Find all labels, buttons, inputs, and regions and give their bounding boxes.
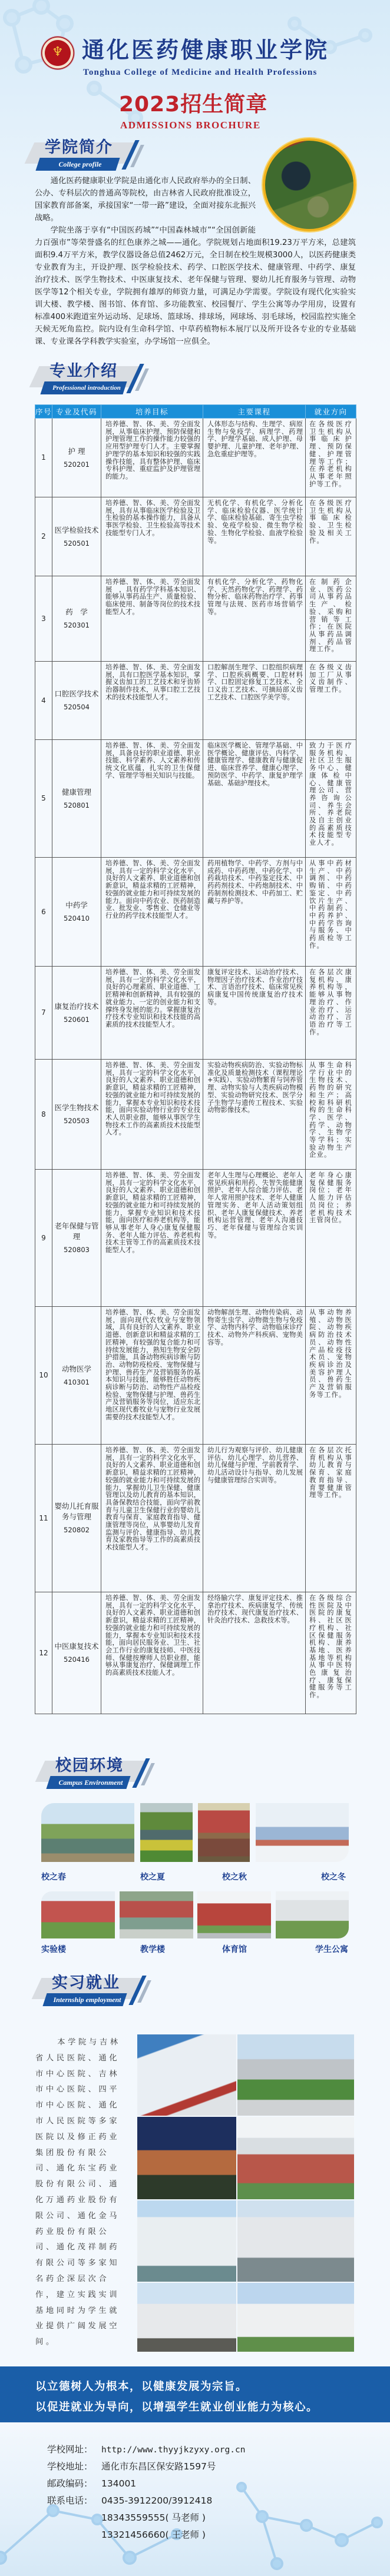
cell-major — [52, 419, 101, 497]
campus-photo-autumn — [198, 1803, 250, 1862]
cell-courses: 有机化学、分析化学、药物化学、天然药物化学、药理学、药物分析、临床药物治疗学、药事管理与法规、医药市场营销学等。 — [203, 576, 306, 662]
cell-major — [52, 858, 101, 967]
cell-no: 12 — [35, 1592, 52, 1714]
table-row — [35, 1170, 356, 1307]
campus-photo-dormitory — [276, 1891, 349, 1938]
column-header-jobs: 就业方向 — [306, 405, 356, 419]
major-code: 520601 — [64, 1015, 90, 1024]
partner-photo-hospital-night — [137, 2117, 236, 2199]
cell-major — [52, 967, 101, 1060]
campus-photo-spring — [41, 1803, 134, 1862]
section-title-en: Professional introduction — [52, 384, 121, 391]
cell-major — [52, 1307, 101, 1445]
cell-courses: 无机化学、有机化学、分析化学、临床检验仪器、医学统计学、临床检验基础、寄生虫学检验、免疫学检验、微生物学检验、生物化学检验、血液学检验等。 — [203, 497, 306, 576]
cell-courses: 康复评定技术、运动治疗技术、物理因子治疗技术、作业治疗技术、言语治疗技术、临床常见疾病康复中国传统康复治疗技术等。 — [203, 967, 306, 1060]
cell-major — [52, 497, 101, 576]
contact-phone — [47, 2511, 206, 2525]
partner-photo-peoples-hospital — [137, 2200, 236, 2282]
cell-courses: 动物解剖生理、动物传染病、动物寄生虫学、动物微生物与免疫学、动物内科学、动物临床诊疗技术、动物外产科疾病、宠物美容等。 — [203, 1307, 306, 1445]
table-row — [35, 1445, 356, 1592]
major-code: 520503 — [64, 1117, 90, 1125]
cell-goal: 培养德、智、体、美、劳全面发展，面向现代农牧业与宠物领域，具有良好的人文素养、职业道德、创新意识和精益求精的工匠精神，有较强的复合能力和可持续发展能力，熟知生物安全防护措施，具备动物疾病诊断与防治、动物防疫检疫、宠物保健与护理、兽药生产及营销服务的基本知识与技能，能够胜任动物疾病诊断与防治、动物性产品检疫检验、宠物保健与护理、兽药生产及营销服务等岗位，适应东北地区现代畜牧业与宠物行业发展需要的技术技能型人才。 — [101, 1307, 203, 1445]
torch-icon: ♆ — [52, 45, 64, 59]
cell-major — [52, 1445, 101, 1592]
partner-photo-central-hospital — [237, 2117, 354, 2199]
cell-no: 4 — [35, 662, 52, 740]
table-row — [35, 740, 356, 858]
phone-value: 0435-3912200/3912418 — [101, 2495, 213, 2506]
campus-aerial-photo — [263, 138, 356, 231]
major-code: 520801 — [64, 801, 90, 809]
campus-caption: 实验楼 — [41, 1945, 66, 1954]
cell-courses: 实验动物疾病防治、实验动物标准化及质量检测技术（课程理论+实践）、实验动物繁育与饲养管理、动物实验与人类疾病动物模型、实验动物研究技术、医学分子生物学与遗传工程技术、实验动物影像技术。 — [203, 1060, 306, 1170]
address-label: 学校地址： — [47, 2461, 93, 2472]
major-name: 口腔医学技术 — [54, 689, 99, 698]
cell-goal: 培养德、智、体、美、劳全面发展，从事临床护理、预防保健和护理管理工作的操作能力较强的应用型护理专门人才。主要掌握护理学的基本知识和较强的实践操作技能，具有整体护理、临床专科护理、重症监护及护理管理的能力。 — [101, 419, 203, 497]
cell-major — [52, 1592, 101, 1714]
column-header-goal: 培养目标 — [101, 405, 203, 419]
employment-text — [35, 2035, 121, 2351]
cell-goal: 培养德、智、体、美、劳全面发展，具有一定的科学文化水平，良好的人文素养、职业道德和创新意识，精益求精的工匠精神，较强的就业能力和可持续发展的能力，掌握本专业知识和技术技能，面向居民服务业、卫生、社会工作行业的康复技师、中医技师、保健按摩师人员职业群，能够从事康复治疗、保健调理工作的高素质技术技能人才。 — [101, 1592, 203, 1714]
cell-no: 3 — [35, 576, 52, 662]
college-english-name: Tonghua College of Medicine and Health Professions — [83, 68, 318, 77]
table-row — [35, 419, 356, 497]
partner-photo-maoxiang-group — [237, 2283, 354, 2352]
section-title-en: Campus Environment — [58, 1778, 123, 1787]
cell-jobs: 在制药企业、医药公司从事药品生产、检验、采购和营销等工作；在医院从事药品调剂、药品管理工作。 — [306, 576, 356, 662]
phone-label: 联系电话： — [47, 2495, 93, 2506]
major-code: 520501 — [64, 539, 90, 547]
table-row — [35, 1307, 356, 1445]
major-name: 药 学 — [65, 608, 88, 616]
table-row — [35, 967, 356, 1060]
cell-goal: 培养德、智、体、美、劳全面发展，具有从事临床医学检验及卫生检验的基本操作能力，具备从事医学检验、卫生检验高等技术技能型专门人才。 — [101, 497, 203, 576]
cell-courses: 幼儿行为观察与评价、幼儿健康评估、幼儿心理学、幼儿营养、幼儿保健与护理、学前教育学、幼儿活动设计与指导、幼儿发展与健康管理综合实训等。 — [203, 1445, 306, 1592]
section-title-profile — [29, 138, 147, 173]
cell-courses: 口腔解剖生理学、口腔组织病理学、口腔疾病概要、口腔材料学、口腔固定修复工艺技术、全口义齿工艺技术、可摘局部义齿工艺技术、口腔医学美学等。 — [203, 662, 306, 740]
cell-no: 2 — [35, 497, 52, 576]
cell-no: 1 — [35, 419, 52, 497]
cell-major — [52, 1060, 101, 1170]
partner-photo-jilin-provincial-hospital — [137, 2034, 236, 2116]
address-value: 通化市东昌区保安路1597号 — [101, 2461, 216, 2472]
campus-photo-lab-building — [41, 1891, 115, 1938]
major-name: 护 理 — [68, 446, 85, 456]
cell-jobs: 从事生命科学行业中的生物技术、药物的研究和生产；高校和科研机构的生命科学、医学、药学、动物学、生物学等学科；实验动物生产企业。 — [306, 1060, 356, 1170]
phone-value: 13321456660( 王老师 ) — [101, 2529, 206, 2540]
postcode-label: 邮政编码： — [47, 2478, 93, 2489]
cell-goal: 培养德、智、体、美、劳全面发展，具有一定的科学文化水平，良好的人文素养、职业道德和创新意识，精益求精的工匠精神，较强的就业能力和可持续发展的能力，掌握专业知识和技术技能，面向医疗和养老机构等，能够从事老年人身心康复保健服务、老年人能力评估、养老机构技术主管等工作的高素质技术技能型人才。 — [101, 1170, 203, 1307]
cell-goal: 培养德、智、体、美、劳全面发展，具有一定的科学文化水平，良好的人文素养、职业道德和创新意识，精益求精的工匠精神，较强的就业能力和可持续发展的能力，掌握本专业知识和技术技能，面向实验动物行业的专业技术人员职业群，能够从事医学生物技术工作的高素质技术技能型人才。 — [101, 1060, 203, 1170]
college-profile-text — [35, 175, 356, 348]
cell-major — [52, 1170, 101, 1307]
cell-jobs: 在各级义齿加工厂从事义齿制作、管理工作。 — [306, 662, 356, 740]
cell-goal: 培养德、智、体、美、劳全面发展，具有一定的科学文化水平，良好的人文素养、职业道德和创新意识，精益求精的工匠精神，较强的就业能力和可持续发展的能力。面向中药农业、医药制造业、批发业、零售业、仓储业等行业的药学技术技能型人才。 — [101, 858, 203, 967]
cell-jobs: 从事动物养殖、动物医院、动物疾病防治技术员、动物性产品检疫技术员、宠物疾病诊治及美容护理人员、兽药生产及营销服务等工作。 — [306, 1307, 356, 1445]
campus-photo-gymnasium — [197, 1891, 271, 1938]
cell-jobs: 老年身心康复保健服务岗位；老年人能力评估员岗位；养老机构技术主管岗位。 — [306, 1170, 356, 1307]
major-name: 婴幼儿托育服务与管理 — [54, 1502, 99, 1521]
cell-no: 11 — [35, 1445, 52, 1592]
section-title-en: College profile — [58, 160, 102, 168]
campus-caption: 校之春 — [41, 1873, 66, 1882]
major-name: 中医康复技术 — [54, 1642, 99, 1651]
major-name: 中药学 — [65, 901, 88, 909]
college-title: 通化医药健康职业学院 — [82, 37, 330, 63]
table-row — [35, 576, 356, 662]
campus-caption: 校之冬 — [321, 1873, 346, 1882]
column-header-courses: 主要课程 — [203, 405, 306, 419]
majors-table — [35, 404, 356, 1714]
profile-paragraph: 学院坐落于享有“中国医药城”“中国森林城市”“全国创新能力百强市”等荣誉盛名的红色康养之城——通化。学院规划占地面积19.23万平方米，总建筑面积9.4万平方米，教学仪器设备总值2462万元，全日制在校生规模3000人，以医药健康类专业教育为主，开设护理、医学检验技术、药学、口腔医学技术、健康管理、中药学、康复治疗技术、医学生物技术、中医康复技术、老年保健与管理、婴幼儿托育服务与管理、动物医学等12个相关专业，学院拥有雄厚的师资力量，可满足办学需要。学院设有现代化实验实训大楼、教学楼、图书馆、体育馆、多功能教室、校园餐厅、学生公寓等办学用房，设置有标准400米跑道室外运动场、足球场、篮球场、排球场，网球场、羽毛球场，校园监控实施全天候无死角监控。院内设有生命科学馆、中草药植物标本展厅以及所开设各专业的专业基础课、专业课各学科教学实验室，办学场馆一应俱全。 — [35, 226, 356, 346]
phone-value: 18343559555( 马老师 ) — [101, 2512, 206, 2523]
major-code: 520802 — [64, 1526, 90, 1534]
section-title-employment — [37, 1973, 154, 2009]
campus-photo-winter — [256, 1803, 349, 1862]
cell-goal: 培养德、智、体、美、劳全面发展，具有一定的科学文化水平，良好的心理素质、职业道德、工匠精神和创新精神，具有较强的就业能力、一定的创业能力和支撑终身发展的能力。掌握康复治疗技术专业知识和技术技能的高素质的技术技能型人才。 — [101, 967, 203, 1060]
cell-no: 8 — [35, 1060, 52, 1170]
cell-major — [52, 662, 101, 740]
brochure-english-title: ADMISSIONS BROCHURE — [120, 119, 261, 131]
major-code: 520301 — [64, 621, 90, 629]
contact-postcode — [47, 2477, 136, 2491]
column-header-no: 序号 — [35, 405, 52, 419]
campus-caption: 学生公寓 — [315, 1945, 348, 1954]
cell-major — [52, 740, 101, 858]
cell-jobs: 在各级综合性医院及中医院的康复科、社区医疗机构、社区保健服务机构、康养基地、医养基地等机构从事中医特色康复治疗、康复保健服务等工作。 — [306, 1592, 356, 1714]
contact-phone — [47, 2528, 206, 2542]
campus-caption: 教学楼 — [140, 1945, 165, 1954]
partner-photo-xiuzheng-pharma — [237, 2200, 354, 2282]
website-label: 学校网址： — [47, 2444, 93, 2455]
table-header-row — [35, 405, 356, 419]
table-row — [35, 1060, 356, 1170]
major-code: 520803 — [64, 1246, 90, 1254]
cell-goal: 培养德、智、体、美、劳全面发展，具备良好的职业道德、职业技能、科学素养、人文素养和传统文化底蕴，扎实的卫生保健学、管理学等相关知识与技能。 — [101, 740, 203, 858]
major-name: 医学生物技术 — [54, 1103, 99, 1112]
cell-jobs: 在各层次托育机构从事幼儿教育与保育、家庭教育指导、育婴健康管理等工作。 — [306, 1445, 356, 1592]
section-title-en: Internship employment — [53, 1996, 121, 2004]
cell-courses: 经络腧穴学、康复评定技术、推拿治疗技术、疾病康复学、传统治疗技术、现代康复治疗技术、针灸治疗技术、急救技术等。 — [203, 1592, 306, 1714]
campus-caption: 体育馆 — [222, 1945, 247, 1954]
partner-photo-jinma-pharma — [137, 2283, 236, 2352]
cell-jobs: 从事中药材生产、中药调剂、中药购销、中药鉴定、中药饮片生产、中药制药、中药养护、中药学咨询与服务、中药质检等工作。 — [306, 858, 356, 967]
cell-major — [52, 576, 101, 662]
contact-phone — [47, 2494, 212, 2508]
cell-jobs: 在各级医疗卫生机构从事临床检验、卫生检验及相关工作。 — [306, 497, 356, 576]
motto-banner — [0, 2366, 390, 2422]
table-row — [35, 662, 356, 740]
campus-photo-teaching-building — [120, 1891, 193, 1938]
cell-goal: 培养德、智、体、美、劳全面发展，具有一定的科学文化水平，良好的人文素养、职业道德和创新意识，精益求精的工匠精神，较强的就业能力和可持续发展的能力，掌握幼儿卫生保健、健康管理以及幼儿教育的基本知识，具备保教结合技能，面向学前教育与儿童卫生保健行业的婴幼儿教育与保育、家庭教育指导、健康管理等岗位，从事婴幼儿发育监测与评价、健康指导、幼儿教育及家教指导等工作的高素质技术技能型人才。 — [101, 1445, 203, 1592]
major-code: 520416 — [64, 1655, 90, 1664]
table-row — [35, 1592, 356, 1714]
cell-courses: 药用植物学、中药学、方剂与中成药、中药药理、中药化学、中药栽培技术、中药鉴定技术、中药药剂技术、中药炮制技术、中药制剂检测技术、中药加工、贮藏与养护等。 — [203, 858, 306, 967]
brochure-title: 2023招生简章 — [119, 92, 268, 117]
section-title-zh: 实习就业 — [52, 1974, 120, 1992]
cell-no: 10 — [35, 1307, 52, 1445]
website-link[interactable]: http://www.thyyjkzyxy.org.cn — [101, 2445, 246, 2455]
cell-jobs: 在各级医疗卫生机构从事临床护理、预防保健、护理管理等工作；在养老机构从事老年照护等工作。 — [306, 419, 356, 497]
motto-line-2: 以促进就业为导向，以增强学生就业创业能力为核心。 — [35, 2401, 319, 2414]
major-code: 520410 — [64, 914, 90, 922]
cell-no: 9 — [35, 1170, 52, 1307]
major-code: 520201 — [64, 460, 90, 469]
cell-courses: 老年人生理与心理概论、老年人常见疾病和用药、失智失能健康照护、老年人综合能力评估、老年人常用照护技术、老年人健康管理实务、老年人活动策划组织、老年人康复保健技术、养老机构运营管理、老年人沟通技巧、老年保健与管理综合实训等。 — [203, 1170, 306, 1307]
college-seal-logo — [41, 36, 74, 69]
cell-courses: 人体形态与结构、生理学、病原生物与免疫学、病理学、药理学、护理学基础、成人护理、母婴护理、儿童护理、老年护理、急危重症护理等。 — [203, 419, 306, 497]
motto-line-1: 以立德树人为根本，以健康发展为宗旨。 — [35, 2381, 248, 2393]
campus-caption: 校之夏 — [140, 1873, 165, 1882]
section-title-zh: 学院简介 — [45, 138, 113, 157]
cell-no: 6 — [35, 858, 52, 967]
campus-caption: 校之秋 — [222, 1873, 247, 1882]
cell-goal: 培养德、智、体、美、劳全面发展 ，具有药学学科基本知识、能够从事药品生产、质量检验、临床使用、制备等岗位的技术技能型人才。 — [101, 576, 203, 662]
cell-jobs: 在各层次康复机构、康养机构等，能够从事物理治疗、作业治疗、运动治疗、言语治疗等工作。 — [306, 967, 356, 1060]
contact-address — [47, 2459, 216, 2474]
contact-website — [47, 2442, 245, 2457]
section-title-campus — [40, 1756, 158, 1791]
postcode-value: 134001 — [101, 2478, 137, 2489]
major-code: 520504 — [64, 703, 90, 711]
section-title-majors — [34, 361, 152, 397]
employment-paragraph: 本学院与吉林省人民医院、通化市中心医院、吉林市中心医院、四平市中心医院、通化市人民医院等多家医院以及修正药业集团股份有限公司、通化东宝药业股份有限公司、通化万通药业股份有限公司、通化金马药业股份有限公司、通化茂祥制药有限公司等多家知名药企深层次合作，建立实践实训基地同时为学生就业提供广阔发展空间。 — [35, 2038, 121, 2347]
cell-no: 5 — [35, 740, 52, 858]
cell-jobs: 致力于医疗服务机构、社区卫生服务中心、健康体检中心、健康管理公司、营养咨询公司、养生会所、养老院及自主创业的高素质技术技能型专业人才。 — [306, 740, 356, 858]
section-title-zh: 专业介绍 — [49, 362, 118, 380]
section-title-zh: 校园环境 — [55, 1757, 124, 1775]
cell-courses: 临床医学概论、管理学基础、中医学概论、健康评估、内科学、健康管理学、健康教育与健康促进、临床营养学、健康心理学、预防医学、中药学、康复护理学基础、基础护理技术。 — [203, 740, 306, 858]
table-row — [35, 858, 356, 967]
profile-paragraph: 通化医药健康职业学院是由通化市人民政府举办的全日制、公办、专科层次的普通高等院校，由吉林省人民政府批准设立，国家教育部备案，承接国家“一带一路”建设，全面对接东北振兴战略。 — [35, 177, 256, 223]
campus-photo-summer — [140, 1803, 193, 1862]
partner-photo-tonghua-central-hospital — [237, 2034, 354, 2116]
cell-goal: 培养德、智、体、美、劳全面发展，具有口腔医学基本知识，掌握义齿加工的工艺技术和牙齿矫治器制作技术，从事口腔工艺技术的技术技能型人才。 — [101, 662, 203, 740]
major-name: 健康管理 — [61, 787, 91, 796]
table-row — [35, 497, 356, 576]
column-header-major: 专业及代码 — [52, 405, 101, 419]
major-name: 老年保健与管理 — [54, 1221, 99, 1241]
major-name: 医学检验技术 — [54, 525, 99, 535]
major-name: 动物医学 — [61, 1364, 91, 1373]
major-code: 410301 — [64, 1377, 90, 1386]
major-name: 康复治疗技术 — [54, 1001, 99, 1011]
cell-no: 7 — [35, 967, 52, 1060]
